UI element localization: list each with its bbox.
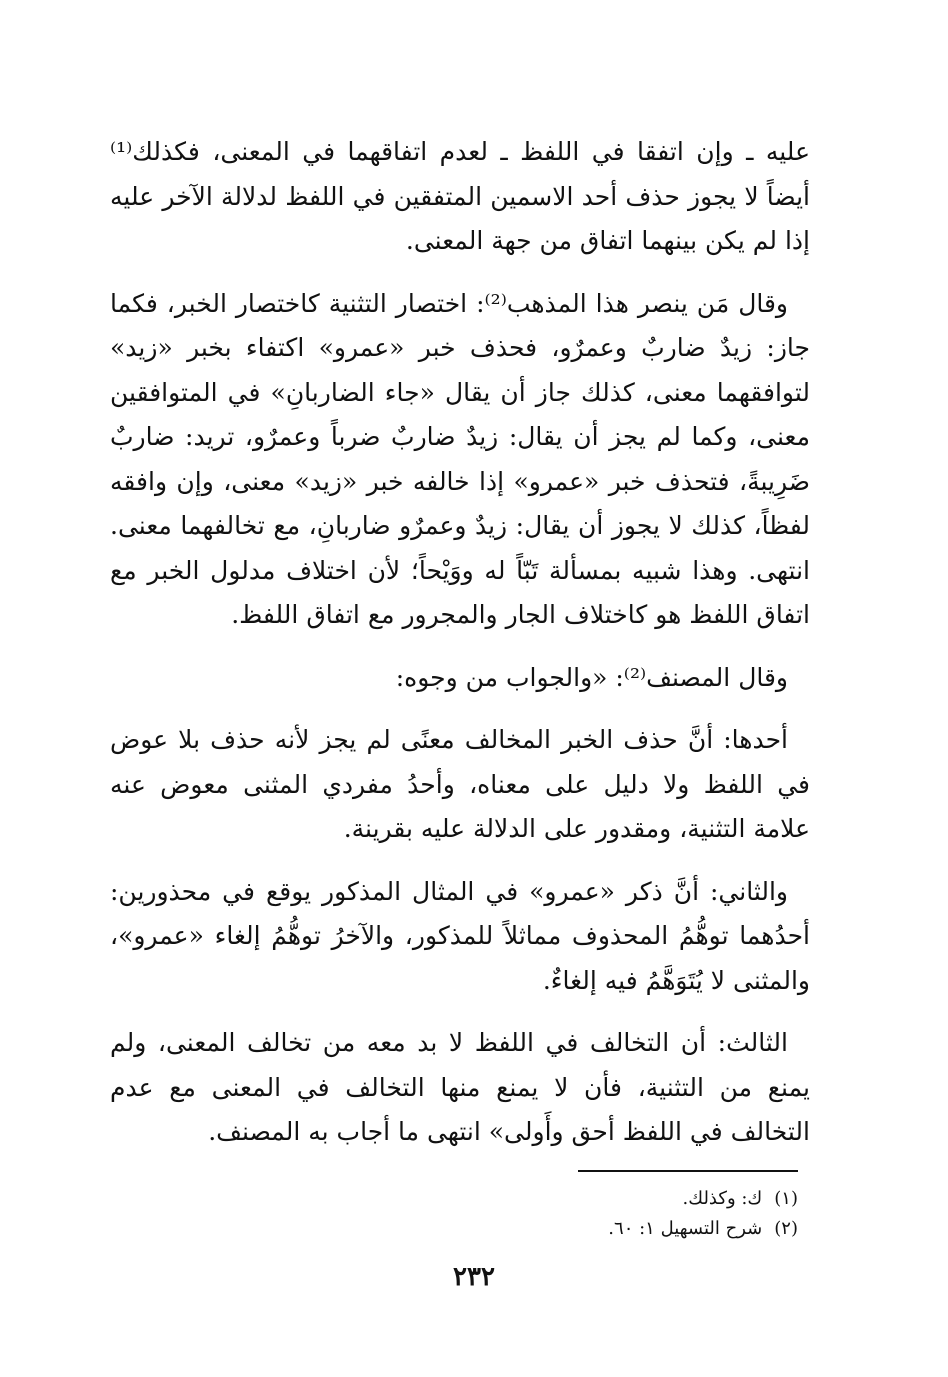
main-text (110, 130, 810, 1173)
footnote-2 (298, 1214, 798, 1244)
paragraph-4: أحدها: أنَّ حذف الخبر المخالف معنًى لم يجز لأنه حذف بلا عوض في اللفظ ولا دليل على معناه، وأحدُ مفردي المثنى معوض عنه علامة التثنية، ومقدور على الدلالة عليه بقرينة. (110, 725, 810, 843)
paragraph-2: وقال مَن ينصر هذا المذهب⁽²⁾: اختصار التثنية كاختصار الخبر، فكما جاز: زيدٌ ضاربٌ وعمرٌو، فحذف خبر «عمرو» اكتفاء بخبر «زيد» لتوافقهما معنى، كذلك جاز أن يقال «جاء الضاربانِ» في المتوافقين معنى، وكما لم يجز أن يقال: زيدٌ ضاربٌ ضرباً وعمرٌو، تريد: ضاربٌ ضَرِيبةً، فتحذف خبر «عمرو» إذا خالفه خبر «زيد» معنى، وإن وافقه لفظاً، كذلك لا يجوز أن يقال: زيدٌ وعمرٌو ضاربانِ، مع تخالفهما معنى. انتهى. وهذا شبيه بمسألة تَبّاً له ووَيْحاً؛ لأن اختلاف مدلول الخبر مع اتفاق اللفظ هو كاختلاف الجار والمجرور مع اتفاق اللفظ. (110, 288, 810, 629)
footnote-number: (١) (774, 1188, 798, 1209)
footnote-1 (298, 1184, 798, 1214)
page-number: ٢٣٢ (453, 1262, 495, 1292)
paragraph-3: وقال المصنف⁽²⁾: «والجواب من وجوه: (395, 662, 788, 692)
paragraph-5: والثاني: أنَّ ذكر «عمرو» في المثال المذكور يوقع في محذورين: أحدُهما توهُّمُ المحذوف مماثلاً للمذكور، والآخرُ توهُّمُ إلغاء «عمرو»، والمثنى لا يُتَوَهَّمُ فيه إلغاءٌ. (110, 876, 810, 995)
footnote-text: شرح التسهيل ١: ٦٠. (608, 1218, 763, 1239)
footnote-number: (٢) (774, 1218, 798, 1239)
paragraph-1: عليه ـ وإن اتفقا في اللفظ ـ لعدم اتفاقهما في المعنى، فكذلك⁽¹⁾ أيضاً لا يجوز حذف أحد الاسمين المتفقين في اللفظ لدلالة الآخر عليه إذا لم يكن بينهما اتفاق من جهة المعنى. (110, 137, 810, 255)
footnote-divider (578, 1170, 798, 1172)
footnotes (298, 1184, 798, 1244)
paragraph-6: الثالث: أن التخالف في اللفظ لا بد معه من تخالف المعنى، ولم يمنع من التثنية، فأن لا يمنع منها التخالف في المعنى مع عدم التخالف في اللفظ أحق وأَولى» انتهى ما أجاب به المصنف. (110, 1028, 810, 1146)
footnote-text: ك: وكذلك. (682, 1188, 763, 1209)
